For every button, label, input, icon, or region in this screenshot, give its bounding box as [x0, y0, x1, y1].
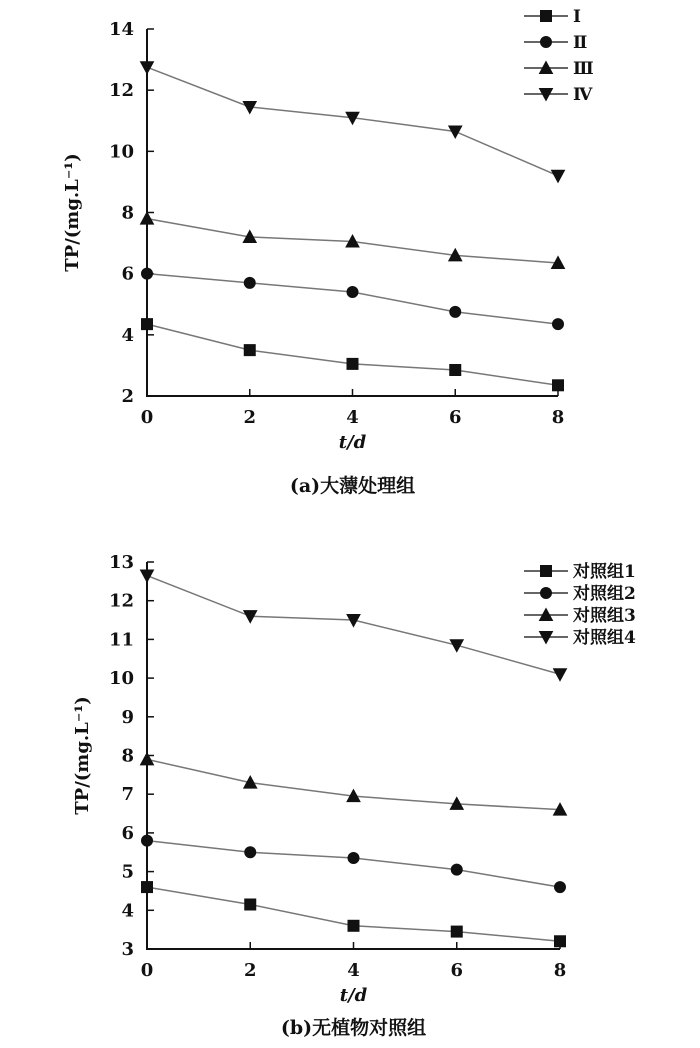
data-point	[348, 920, 359, 931]
x-tick-label: 0	[140, 407, 154, 428]
y-tick-label: 5	[121, 861, 134, 883]
legend-label: Ⅲ	[573, 59, 594, 79]
legend-marker	[541, 11, 552, 22]
y-tick-label: 3	[121, 939, 134, 960]
y-tick-label: 12	[108, 80, 134, 102]
legend-marker	[541, 37, 552, 48]
data-point	[244, 345, 255, 356]
y-tick-label: 8	[121, 202, 134, 224]
y-tick-label: 4	[121, 900, 134, 922]
y-tick-label: 2	[121, 386, 134, 407]
y-tick-label: 4	[121, 324, 134, 346]
y-tick-label: 13	[108, 552, 134, 573]
data-point	[141, 570, 154, 582]
y-tick-label: 10	[108, 141, 134, 163]
y-axis-label: TP/(mg.L⁻¹)	[62, 153, 83, 272]
data-point	[348, 853, 359, 864]
y-tick-label: 10	[108, 668, 134, 690]
data-point	[451, 926, 462, 937]
data-point	[451, 864, 462, 875]
axes	[147, 29, 558, 396]
y-tick-label: 7	[121, 784, 134, 806]
y-tick-label: 11	[108, 629, 134, 651]
legend-label: 对照组2	[573, 584, 636, 604]
data-point	[554, 669, 567, 681]
legend-marker	[541, 566, 552, 577]
data-point	[347, 287, 358, 298]
series-line-2	[147, 274, 558, 324]
x-axis-label: t/d	[339, 985, 368, 1006]
y-tick-label: 6	[121, 822, 134, 844]
series-line-1	[147, 324, 558, 385]
data-point	[450, 365, 461, 376]
data-point	[450, 306, 461, 317]
y-tick-label: 14	[108, 19, 134, 40]
chart-a	[62, 7, 594, 497]
data-point	[142, 268, 153, 279]
legend-label: 对照组3	[573, 606, 636, 626]
data-point	[449, 126, 462, 138]
data-point	[555, 882, 566, 893]
x-tick-label: 2	[243, 407, 257, 428]
data-point	[141, 753, 154, 765]
y-tick-label: 12	[108, 590, 134, 612]
legend-label: Ⅳ	[573, 85, 593, 105]
y-tick-label: 8	[121, 745, 134, 767]
legend-label: 对照组4	[573, 628, 636, 648]
x-tick-label: 4	[347, 960, 360, 981]
data-point	[347, 358, 358, 369]
data-point	[553, 380, 564, 391]
data-point	[142, 319, 153, 330]
chart-caption: (b)无植物对照组	[280, 1017, 427, 1039]
data-point	[552, 170, 565, 182]
data-point	[555, 936, 566, 947]
x-tick-label: 6	[450, 960, 464, 981]
x-tick-label: 8	[551, 407, 565, 428]
legend-label: Ⅰ	[573, 7, 581, 27]
data-point	[244, 277, 255, 288]
y-axis-label: TP/(mg.L⁻¹)	[72, 696, 93, 815]
y-tick-label: 9	[121, 706, 134, 728]
data-point	[245, 899, 256, 910]
data-point	[141, 212, 154, 224]
x-tick-label: 8	[553, 960, 567, 981]
legend-label: Ⅱ	[573, 33, 588, 53]
x-tick-label: 0	[140, 960, 154, 981]
data-point	[142, 835, 153, 846]
chart-b	[72, 552, 636, 1039]
legend-marker	[541, 588, 552, 599]
legend-label: 对照组1	[573, 562, 636, 582]
x-tick-label: 6	[448, 407, 462, 428]
series-line-1	[147, 887, 560, 941]
data-point	[141, 62, 154, 74]
chart-caption: (a)大薸处理组	[289, 475, 416, 497]
data-point	[553, 319, 564, 330]
y-tick-label: 6	[121, 263, 134, 285]
data-point	[245, 847, 256, 858]
x-tick-label: 4	[346, 407, 359, 428]
data-point	[142, 882, 153, 893]
x-axis-label: t/d	[338, 432, 367, 453]
x-tick-label: 2	[243, 960, 257, 981]
